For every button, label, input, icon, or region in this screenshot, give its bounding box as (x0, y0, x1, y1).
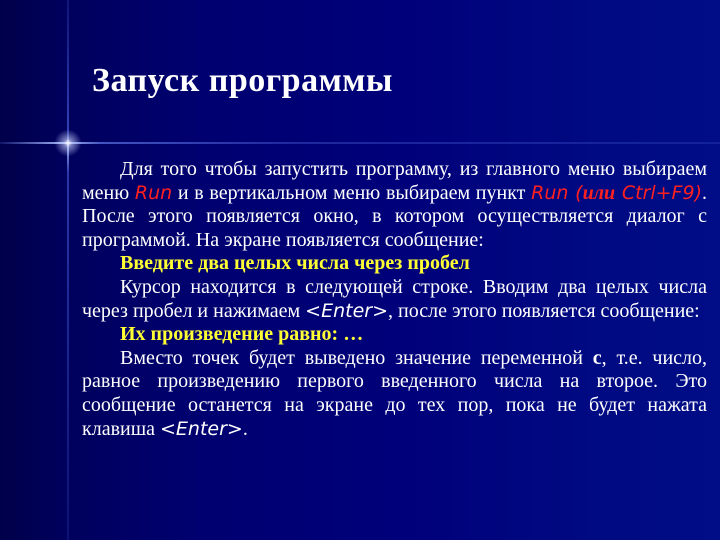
keyword-run-menu: Run (134, 181, 173, 204)
paragraph-1-text-c: . После этого появляется окно, в котором осуществляется диалог с программой. На экране появляется сообщение: (82, 181, 707, 251)
paragraph-3 (82, 347, 707, 441)
slide-body (82, 158, 707, 441)
paragraph-1-text-a: Для того чтобы запустить программу, из главного меню выбираем меню (82, 158, 707, 204)
paren-close: ) (694, 181, 702, 204)
paragraph-2 (82, 276, 707, 323)
decorative-vertical-line (67, 0, 69, 540)
sparkle-icon (52, 127, 84, 159)
paragraph-3-text-a: Вместо точек будет выведено значение переменной (120, 346, 593, 369)
keyword-ctrl-f9: Ctrl+F9 (615, 181, 695, 204)
paragraph-2-text-b: , после этого появляется сообщение: (388, 299, 700, 322)
paragraph-3-text-c: . (242, 417, 248, 440)
paragraph-1-text-b: и в вертикальном меню выбираем пункт (172, 181, 532, 204)
decorative-horizontal-line (0, 142, 720, 144)
word-ili: или (582, 181, 616, 204)
keyword-run-item: Run (531, 181, 569, 204)
paragraph-2-text-a: Курсор находится в следующей строке. Вводим два целых числа через пробел и нажимаем (82, 275, 707, 322)
variable-c: c (592, 346, 602, 369)
message-product-equals: Их произведение равно: … (120, 323, 364, 346)
paragraph-1 (82, 158, 707, 252)
slide-title: Запуск программы (92, 62, 393, 99)
paren-open: ( (568, 181, 583, 204)
keyword-enter-2: <Enter> (160, 417, 243, 440)
message-enter-two-numbers: Введите два целых числа через пробел (120, 252, 470, 275)
paragraph-3-text-b: , т.е. число, равное произведению первого введенного числа на второе. Это сообщение останется на экране до тех пор, пока не будет нажата клавиша (82, 346, 708, 440)
keyword-enter-1: <Enter> (305, 299, 389, 322)
